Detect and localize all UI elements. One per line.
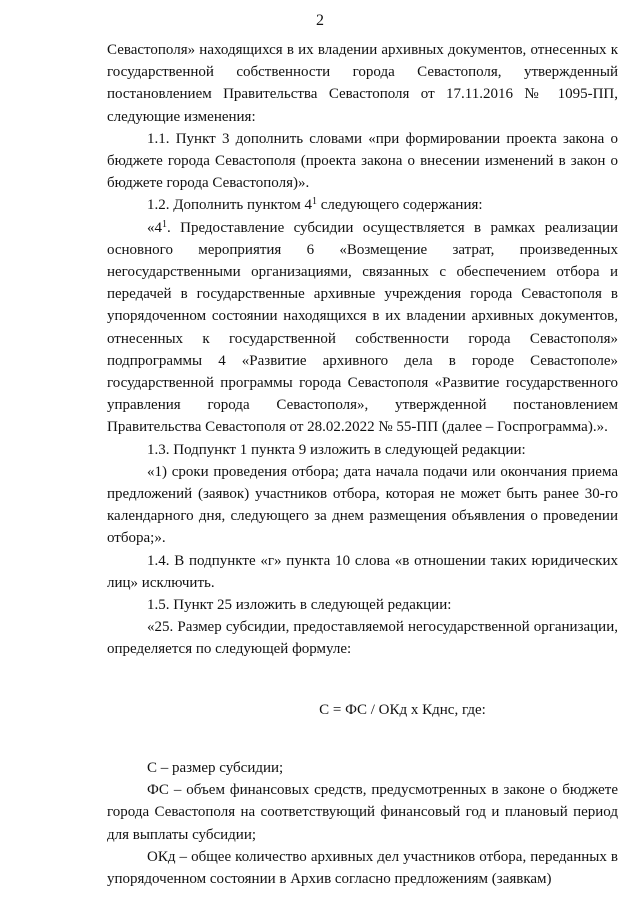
paragraph-4-1: [107, 217, 618, 439]
paragraph-1-2: [107, 194, 618, 216]
paragraph-quote-25: «25. Размер субсидии, предоставляемой негосударственной организации, определяется по следующей формуле:: [107, 619, 618, 658]
paragraph-4-1-superscript: 1: [162, 218, 167, 230]
paragraph-4-1-text: . Предоставление субсидии осуществляется в рамках реализации основного мероприятия 6 «Возмещение затрат, произведенных негосударственными организациями, связанных с обеспечением отбора и передачей в государственные архивные учреждения города Севастополя в упорядоченном состоянии находящихся в их владении архивных документов, отнесенных к государственной собственности города Севастополя» подпрограммы 4 «Развитие архивного дела в городе Севастополе» государственной программы города Севастополя «Развитие государственного управления города Севастополя», утвержденной постановлением Правительства Севастополя от 28.02.2022 № 55-ПП (далее – Госпрограмма).».: [107, 219, 618, 436]
paragraph-1-3: 1.3. Подпункт 1 пункта 9 изложить в следующей редакции:: [147, 441, 526, 458]
page-number: 2: [316, 12, 324, 29]
paragraph-quote-1: «1) сроки проведения отбора; дата начала подачи или окончания приема предложений (заявок) участников отбора, которая не может быть ранее 30-го календарного дня, следующего за днем размещения объявления о проведении отбора;».: [107, 463, 618, 547]
paragraph-1-2-text-b: следующего содержания:: [316, 197, 483, 214]
formula: С = ФС / ОКд х Кднс, где:: [319, 701, 486, 718]
document-body: [107, 39, 618, 890]
paragraph-1-2-superscript: 1: [311, 196, 317, 208]
definition-okd: ОКд – общее количество архивных дел участников отбора, переданных в упорядоченном состоянии в Архив согласно предложениям (заявкам): [107, 848, 618, 887]
paragraph-4-1-number: «4: [147, 219, 162, 236]
definition-fs: ФС – объем финансовых средств, предусмотренных в законе о бюджете города Севастополя на соответствующий финансовый год и плановый период для выплаты субсидии;: [107, 782, 618, 843]
paragraph-1-2-text-a: 1.2. Дополнить пунктом 4: [147, 197, 312, 214]
paragraph-intro: Севастополя» находящихся в их владении архивных документов, отнесенных к государственной собственности города Севастополя, утвержденный постановлением Правительства Севастополя от 17.11.2016 № 1095-ПП, следующие изменения:: [107, 42, 618, 125]
paragraph-1-1: 1.1. Пункт 3 дополнить словами «при формировании проекта закона о бюджете города Севастополя (проекта закона о внесении изменений в закон о бюджете города Севастополя)».: [107, 130, 618, 192]
definition-c: С – размер субсидии;: [147, 759, 284, 776]
paragraph-1-5: 1.5. Пункт 25 изложить в следующей редакции:: [147, 597, 452, 614]
paragraph-1-4: 1.4. В подпункте «г» пункта 10 слова «в отношении таких юридических лиц» исключить.: [107, 552, 618, 591]
